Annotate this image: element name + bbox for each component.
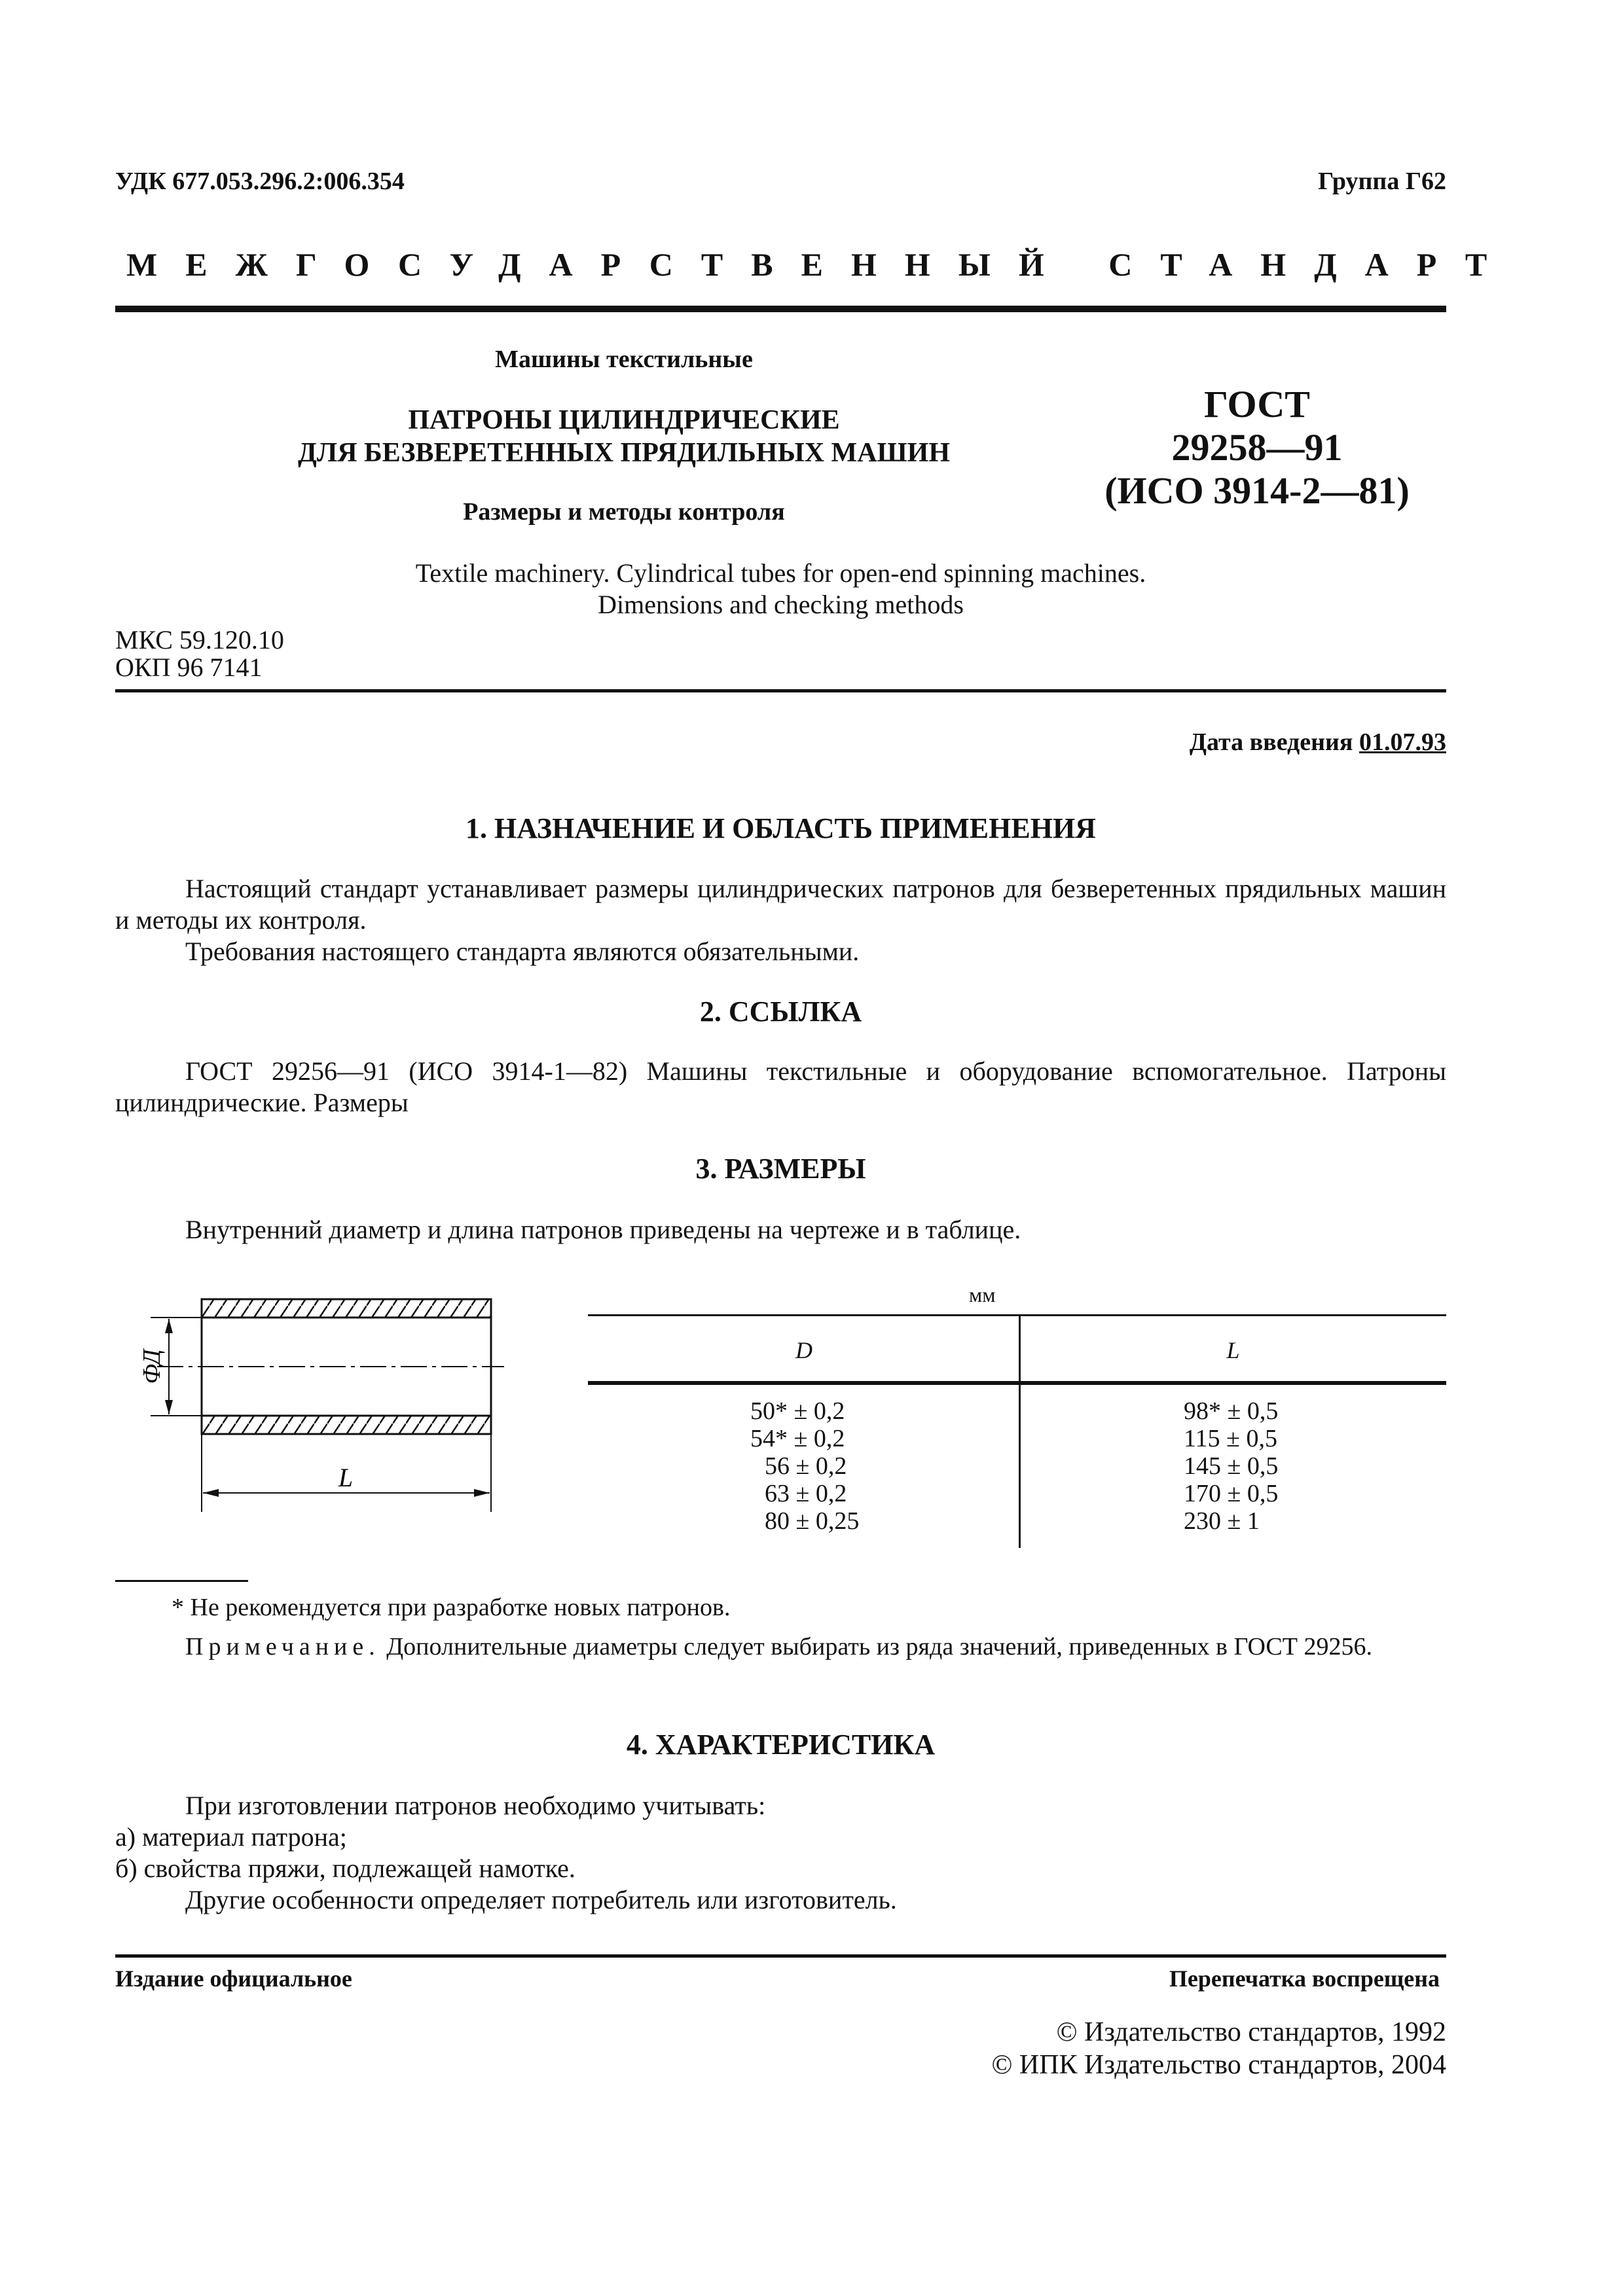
diameter-arrow-top: [165, 1319, 173, 1333]
gost-iso: (ИСО 3914-2—81): [1104, 469, 1410, 512]
table-row: 56 ± 0,2: [765, 1452, 847, 1480]
section-4-paragraph-2: Другие особенности определяет потребитель или изготовитель.: [185, 1885, 897, 1914]
table-col-d: [655, 1397, 897, 1535]
gost-block: [1080, 383, 1434, 512]
section-4-item-b: б) свойства пряжи, подлежащей намотке.: [115, 1854, 575, 1883]
official-edition: Издание официальное: [115, 1965, 352, 1992]
copyright-2: © ИПК Издательство стандартов, 2004: [991, 2050, 1446, 2080]
diameter-label: ФД: [138, 1349, 166, 1384]
table-header-d: D: [795, 1337, 812, 1363]
table-top-rule: [588, 1314, 1446, 1316]
section-2-heading: 2. ССЫЛКА: [699, 996, 862, 1028]
udk-code: УДК 677.053.296.2:006.354: [115, 168, 405, 195]
copyright-1: © Издательство стандартов, 1992: [1056, 2017, 1446, 2047]
table-row: 63 ± 0,2: [765, 1480, 847, 1507]
tube-bottom-wall: [202, 1416, 491, 1434]
gost-label: ГОСТ: [1204, 383, 1310, 425]
mks-code: МКС 59.120.10: [115, 625, 284, 655]
diameter-arrow-bottom: [165, 1400, 173, 1414]
table-header-rule: [588, 1381, 1446, 1385]
footer-rule: [115, 1954, 1446, 1958]
category-title: Машины текстильные: [495, 346, 753, 373]
table-row: 230 ± 1: [1184, 1507, 1260, 1535]
table-col-l: [1184, 1397, 1354, 1535]
tube-drawing: [131, 1266, 511, 1515]
length-label: L: [338, 1463, 354, 1492]
section-1-paragraph-2: Требования настоящего стандарта являются обязательными.: [185, 937, 860, 966]
middle-rule: [115, 689, 1446, 692]
table-row: 50* ± 0,2: [750, 1397, 845, 1425]
note: [115, 1631, 1446, 1662]
length-arrow-left: [203, 1489, 219, 1497]
copyright-block: [991, 2016, 1446, 2081]
section-1-heading: 1. НАЗНАЧЕНИЕ И ОБЛАСТЬ ПРИМЕНЕНИЯ: [465, 812, 1096, 844]
table-row: 54* ± 0,2: [750, 1425, 845, 1452]
okp-code: ОКП 96 7141: [115, 653, 263, 682]
footnote: * Не рекомендуется при разработке новых патронов.: [172, 1594, 731, 1621]
table-row: 145 ± 0,5: [1184, 1452, 1279, 1480]
tube-top-wall: [202, 1299, 491, 1318]
gost-number: 29258—91: [1171, 426, 1343, 469]
title-line-1: ПАТРОНЫ ЦИЛИНДРИЧЕСКИЕ: [408, 405, 840, 435]
section-1-paragraph-1: Настоящий стандарт устанавливает размеры цилиндрических патронов для безверетенных прядильных машин и методы их контроля.: [115, 874, 1446, 935]
intro-date: [1190, 728, 1446, 757]
intro-date-label: Дата введения: [1189, 728, 1353, 756]
section-2-paragraph: ГОСТ 29256—91 (ИСО 3914-1—82) Машины текстильные и оборудование вспомогательное. Патроны цилиндрические. Размеры: [115, 1056, 1446, 1117]
section-3-heading: 3. РАЗМЕРЫ: [695, 1153, 866, 1185]
table-row: 80 ± 0,25: [765, 1507, 860, 1535]
note-text: Дополнительные диаметры следует выбирать из ряда значений, приведенных в ГОСТ 29256.: [386, 1633, 1372, 1660]
section-3-paragraph: Внутренний диаметр и длина патронов приведены на чертеже и в таблице.: [185, 1215, 1021, 1244]
section-4-item-a: а) материал патрона;: [115, 1822, 347, 1852]
table-header-l: L: [1226, 1337, 1240, 1363]
section-4-heading: 4. ХАРАКТЕРИСТИКА: [626, 1729, 936, 1761]
length-arrow-right: [474, 1489, 490, 1497]
footnote-rule: [115, 1580, 248, 1582]
table-row: 170 ± 0,5: [1184, 1480, 1279, 1507]
english-title-line-2: Dimensions and checking methods: [598, 590, 964, 619]
table-column-divider: [1019, 1316, 1021, 1548]
standard-banner: МЕЖГОСУДАРСТВЕННЫЙ СТАНДАРТ: [126, 246, 1516, 283]
english-title: [115, 558, 1446, 620]
table-row: 98* ± 0,5: [1184, 1397, 1279, 1425]
table-unit: мм: [969, 1283, 996, 1306]
group-code: Группа Г62: [1318, 168, 1446, 195]
note-label: Примечание.: [185, 1633, 380, 1660]
section-4-paragraph-1: При изготовлении патронов необходимо учитывать:: [185, 1791, 766, 1820]
title-line-2: ДЛЯ БЕЗВЕРЕТЕННЫХ ПРЯДИЛЬНЫХ МАШИН: [298, 438, 950, 468]
table-row: 115 ± 0,5: [1184, 1425, 1277, 1452]
subtitle: Размеры и методы контроля: [463, 498, 785, 526]
reprint-prohibited: Перепечатка воспрещена: [1169, 1965, 1440, 1992]
intro-date-value: 01.07.93: [1359, 728, 1446, 756]
top-thick-rule: [115, 306, 1446, 312]
title-block: [115, 404, 1133, 469]
english-title-line-1: Textile machinery. Cylindrical tubes for open-end spinning machines.: [415, 558, 1146, 588]
